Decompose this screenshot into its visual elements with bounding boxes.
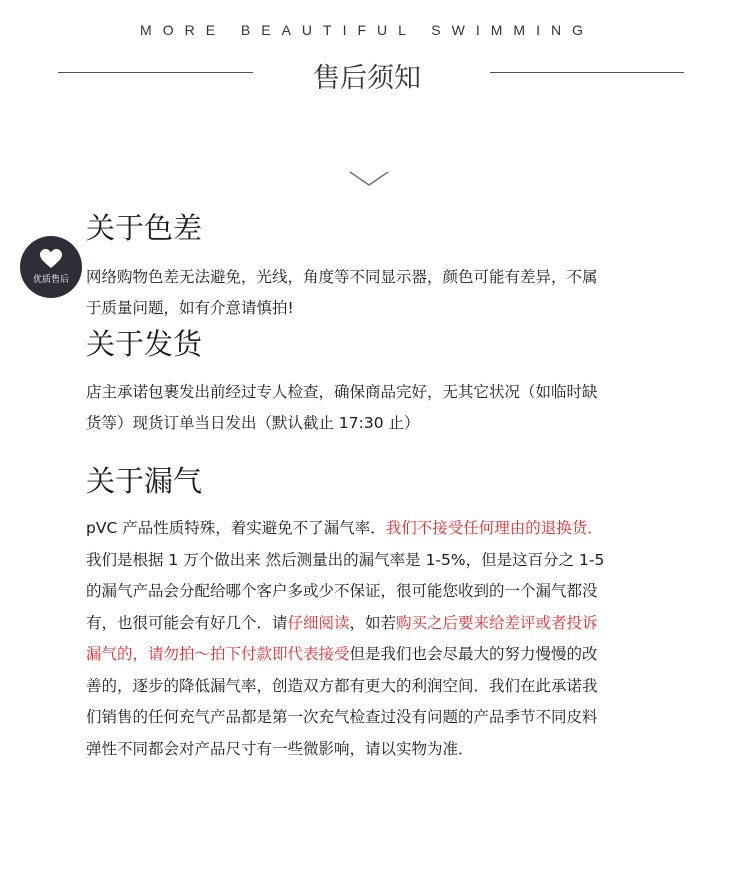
body-line: [86, 639, 686, 671]
body-text: pVC 产品性质特殊，着实避免不了漏气率．: [86, 519, 386, 537]
body-line: 店主承诺包裹发出前经过专人检查，确保商品完好，无其它状况（如临时缺: [86, 383, 598, 401]
body-line: [86, 608, 686, 640]
body-line: 的漏气产品会分配给哪个客户多或少不保证，很可能您收到的一个漏气都没: [86, 582, 598, 600]
body-line: [86, 513, 686, 545]
section-body-color-difference: [86, 262, 686, 324]
after-sales-badge[interactable]: [20, 236, 82, 298]
body-line: 我们是根据 1 万个做出来 然后测量出的漏气率是 1-5%，但是这百分之 1-5: [86, 550, 605, 569]
body-text: 但是我们也会尽最大的努力慢慢的改: [349, 645, 598, 663]
section-heading-shipping: 关于发货: [86, 327, 203, 361]
body-line: 们销售的任何充气产品都是第一次充气检查过没有问题的产品季节不同皮料: [86, 708, 598, 726]
body-line: 网络购物色差无法避免，光线，角度等不同显示器，颜色可能有差异，不属: [86, 268, 598, 286]
body-line: 善的，逐步的降低漏气率，创造双方都有更大的利润空间．我们在此承诺我: [86, 676, 598, 695]
highlight-read-carefully: 仔细阅读: [287, 613, 350, 632]
section-body-air-leak: [86, 513, 686, 765]
section-heading-air-leak: 关于漏气: [86, 464, 203, 498]
body-line: 货等）现货订单当日发出（默认截止 17:30 止）: [86, 414, 420, 432]
section-body-shipping: [86, 377, 686, 439]
body-line: 弹性不同都会对产品尺寸有一些微影响，请以实物为准．: [86, 739, 474, 758]
chevron-down-icon: [349, 170, 389, 188]
page-title: 售后须知: [313, 63, 421, 94]
highlight-complaint-warning: 购买之后要来给差评或者投诉: [396, 613, 598, 632]
body-text: 有，也很可能会有好几个．请: [86, 613, 288, 632]
heart-icon: [40, 249, 62, 269]
highlight-do-not-buy: 漏气的，请勿拍～拍下付款即代表接受: [86, 645, 350, 663]
body-line: 于质量问题，如有介意请慎拍!: [86, 299, 294, 317]
highlight-no-returns: 我们不接受任何理由的退换货．: [385, 519, 603, 537]
tagline: MORE BEAUTIFUL SWIMMING: [140, 22, 594, 38]
body-text: ，如若: [349, 613, 397, 632]
section-heading-color-difference: 关于色差: [86, 211, 203, 245]
badge-label: 优质售后: [32, 275, 69, 285]
